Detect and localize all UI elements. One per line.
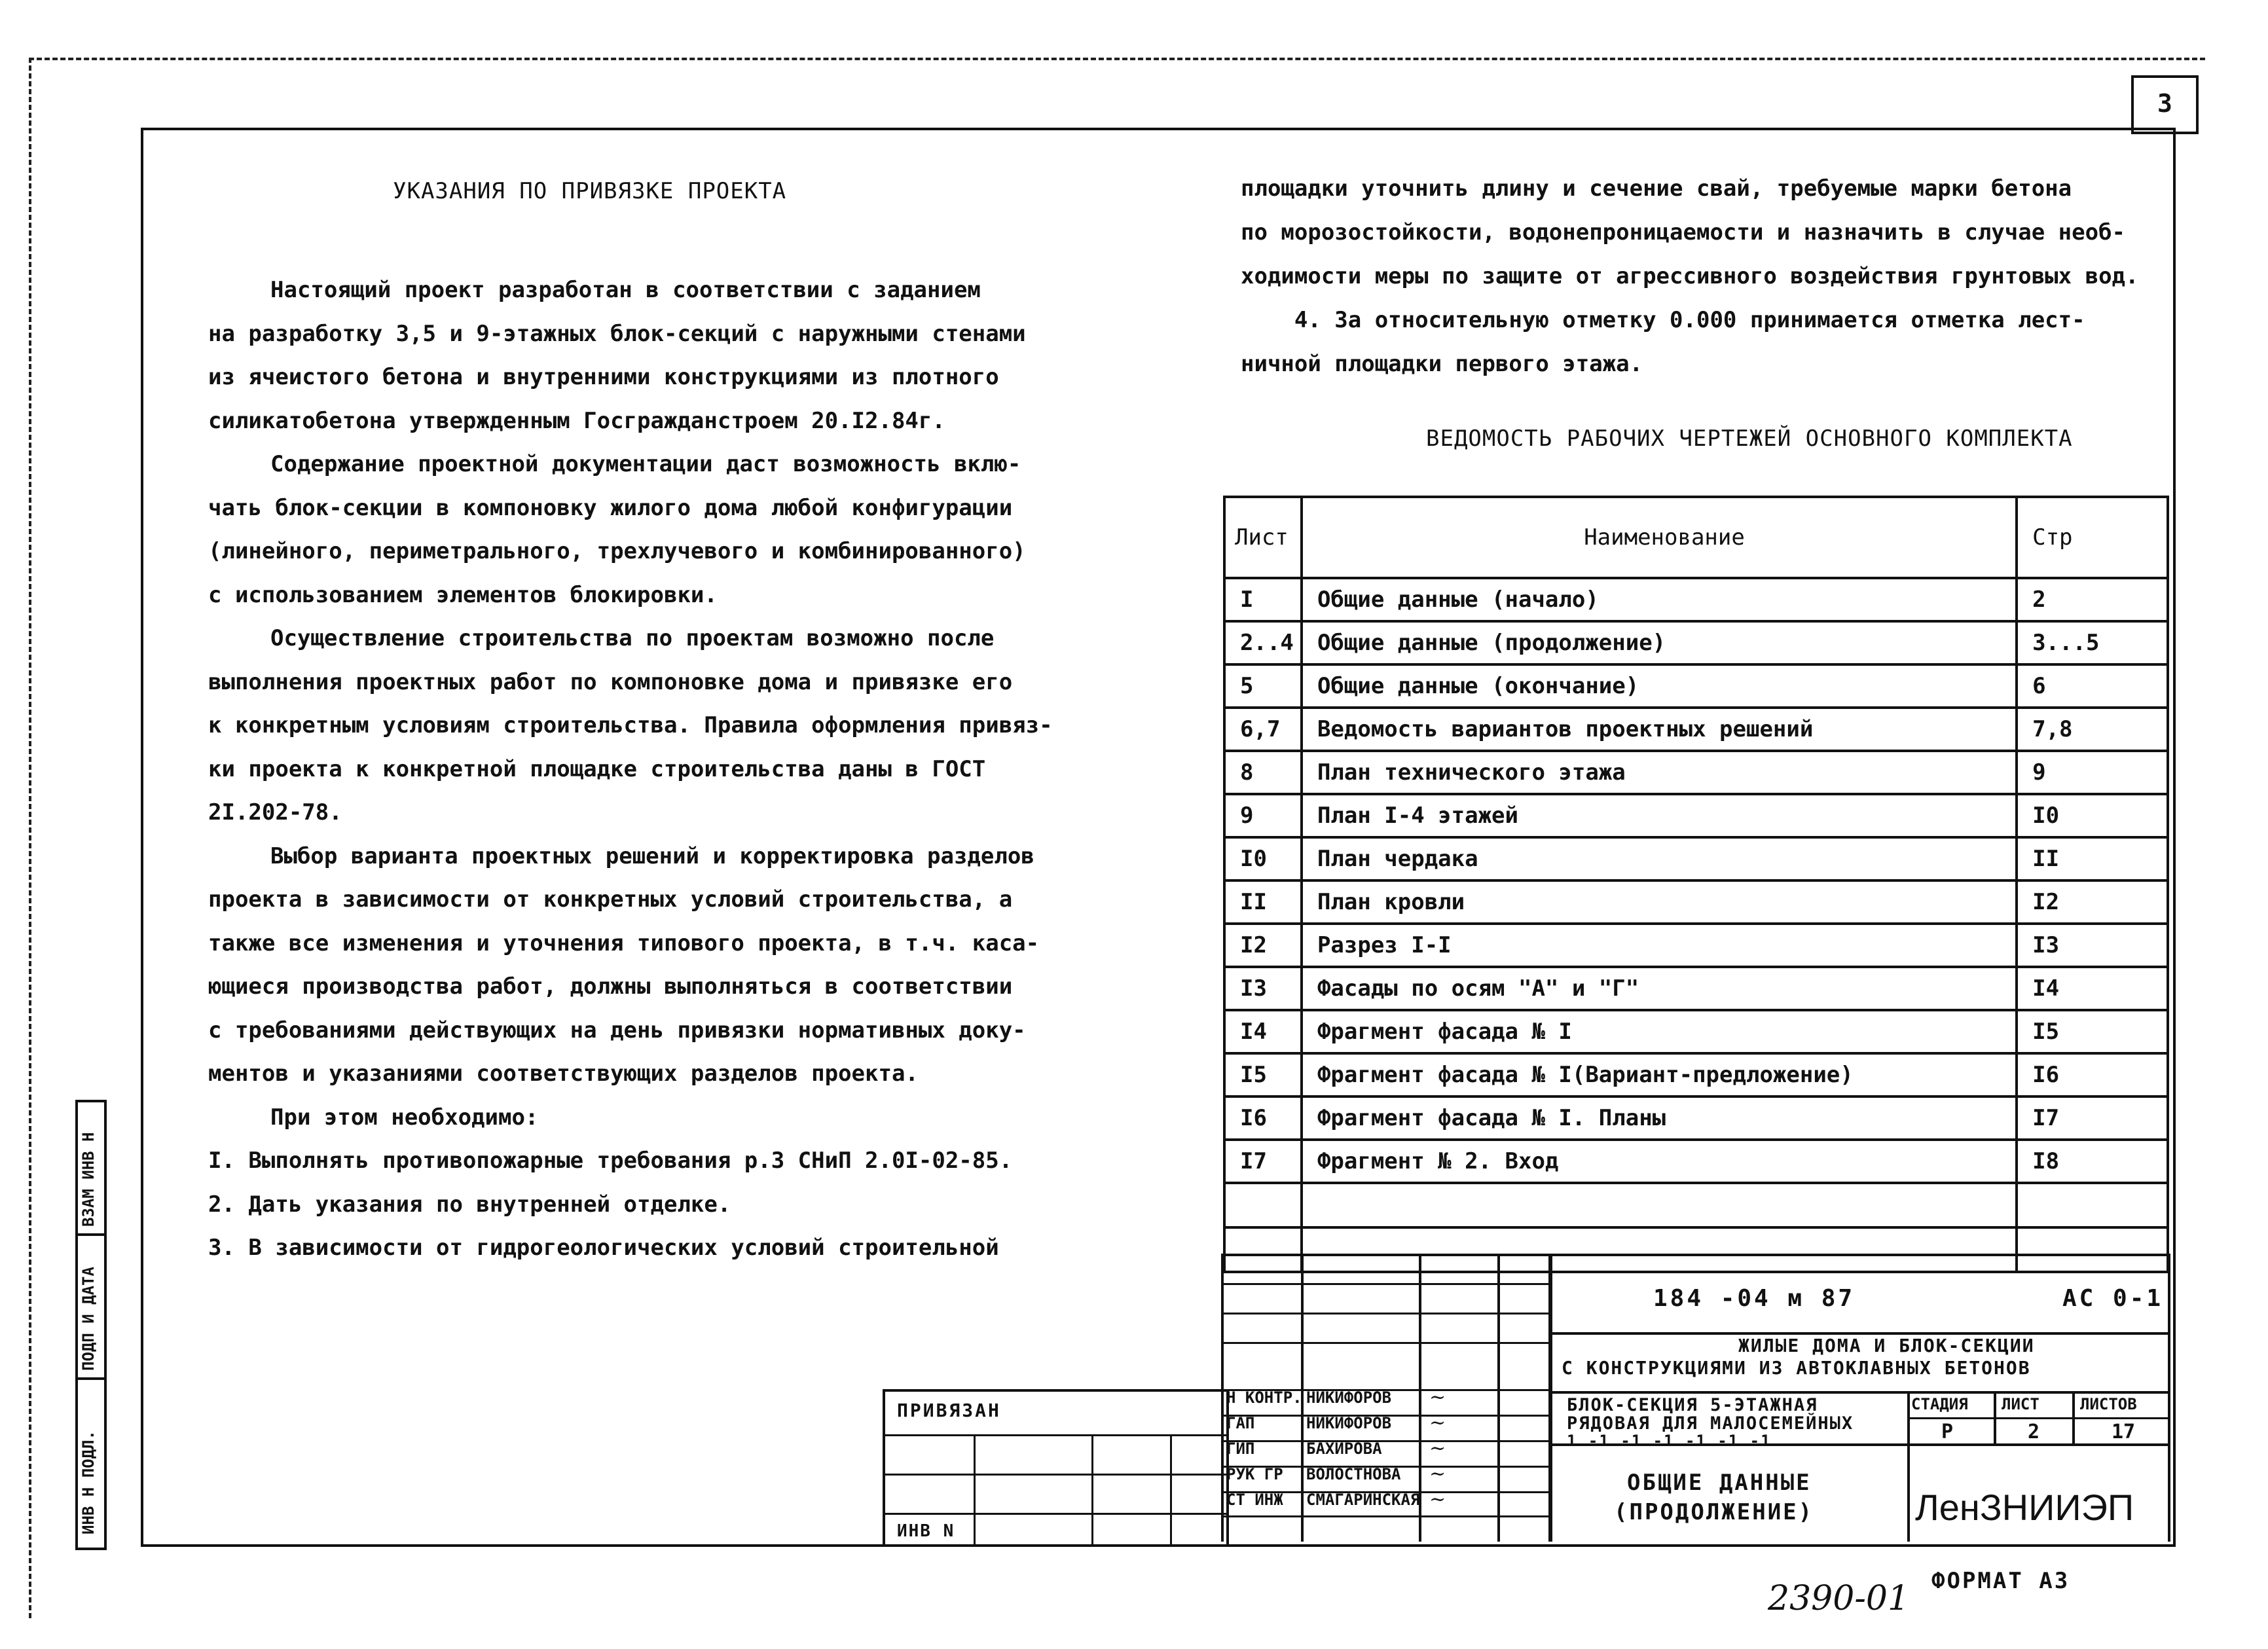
- doc-code: АС 0-1: [2062, 1285, 2164, 1312]
- name-cell: Фрагмент фасада № I. Планы: [1302, 1096, 2017, 1140]
- table-row: [1224, 621, 2168, 664]
- title-block: [1221, 1254, 2170, 1542]
- handwritten-code: 2390-01: [1768, 1579, 1910, 1618]
- format-label: ФОРМАТ А3: [1931, 1568, 2070, 1594]
- right-column-line: ходимости меры по защите от агрессивного воздействия грунтовых вод.: [1241, 263, 2139, 289]
- sheets-value: 17: [2112, 1421, 2136, 1443]
- empty-cell: [1224, 1183, 1302, 1227]
- sheet-cell: I4: [1224, 1010, 1302, 1053]
- name-cell: План технического этажа: [1302, 751, 2017, 794]
- right-column-line: по морозостойкости, водонепроницаемости и назначить в случае необ-: [1241, 219, 2126, 245]
- numbered-item: 2. Дать указания по внутренней отделке.: [208, 1191, 731, 1218]
- sheet-cell: I7: [1224, 1140, 1302, 1183]
- section-desc-3: 1 -1 -1 -1 -1 -1 -1: [1567, 1432, 1772, 1450]
- paragraph-line: проекта в зависимости от конкретных условий строительства, а: [208, 886, 1013, 913]
- signature-mark: ~: [1429, 1386, 1446, 1409]
- paragraph-line: выполнения проектных работ по компоновке дома и привязке его: [208, 668, 1013, 695]
- paragraph-line: ющиеся производства работ, должны выполняться в соответствии: [208, 973, 1013, 1000]
- page-heading: УКАЗАНИЯ ПО ПРИВЯЗКЕ ПРОЕКТА: [393, 178, 787, 204]
- table-row: [1224, 837, 2168, 880]
- page-cell: I3: [2017, 924, 2168, 967]
- name-cell: Фрагмент фасада № I(Вариант-предложение): [1302, 1053, 2017, 1096]
- right-column-line: площадки уточнить длину и сечение свай, требуемые марки бетона: [1241, 175, 2072, 202]
- paragraph-line: 2I.202-78.: [208, 799, 342, 825]
- paragraph-line: Содержание проектной документации даст возможность вклю-: [270, 451, 1021, 477]
- sheets-label: ЛИСТОВ: [2080, 1395, 2137, 1413]
- right-column-line: 4. За относительную отметку 0.000 принимается отметка лест-: [1241, 307, 2085, 333]
- doc-name-2: (ПРОДОЛЖЕНИЕ): [1614, 1499, 1814, 1525]
- side-stamp: [75, 1100, 107, 1550]
- empty-cell: [1302, 1183, 2017, 1227]
- role-person: НИКИФОРОВ: [1306, 1414, 1392, 1432]
- sheet-cell: II: [1224, 880, 1302, 924]
- role-person: СМАГАРИНСКАЯ: [1306, 1491, 1420, 1509]
- paragraph-line: Настоящий проект разработан в соответствии с заданием: [270, 277, 981, 303]
- name-cell: Фасады по осям "А" и "Г": [1302, 967, 2017, 1010]
- role-label: Н КОНТР.: [1226, 1388, 1302, 1407]
- sheet-cell: I6: [1224, 1096, 1302, 1140]
- right-column-line: ничной площадки первого этажа.: [1241, 351, 1643, 377]
- page-cell: I5: [2017, 1010, 2168, 1053]
- page-cell: I0: [2017, 794, 2168, 837]
- stage-label: СТАДИЯ: [1911, 1395, 1968, 1413]
- page-cell: I2: [2017, 880, 2168, 924]
- table-row: [1224, 1010, 2168, 1053]
- signature-mark: ~: [1429, 1411, 1446, 1434]
- sheet-cell: I0: [1224, 837, 1302, 880]
- side-stamp-replace: ВЗАМ ИНВ Н: [79, 1132, 98, 1227]
- col-header-sheet: Лист: [1224, 497, 1302, 578]
- page-cell: I7: [2017, 1096, 2168, 1140]
- register-table: [1223, 496, 2169, 1273]
- table-row-blank: [1224, 1183, 2168, 1227]
- register-title: ВЕДОМОСТЬ РАБОЧИХ ЧЕРТЕЖЕЙ ОСНОВНОГО КОМПЛЕКТА: [1426, 426, 2073, 452]
- inv-label: ИНВ N: [897, 1521, 955, 1541]
- name-cell: Общие данные (окончание): [1302, 664, 2017, 708]
- numbered-item: I. Выполнять противопожарные требования р.3 СНиП 2.0I-02-85.: [208, 1148, 1013, 1174]
- side-stamp-inv: ИНВ Н ПОДЛ.: [79, 1430, 98, 1534]
- paragraph-line: (линейного, периметрального, трехлучевого и комбинированного): [208, 538, 1026, 564]
- sheet-cell: I: [1224, 578, 1302, 621]
- table-row: [1224, 751, 2168, 794]
- doc-name-1: ОБЩИЕ ДАННЫЕ: [1627, 1470, 1812, 1496]
- section-desc-2: РЯДОВАЯ ДЛЯ МАЛОСЕМЕЙНЫХ: [1567, 1413, 1854, 1434]
- binding-block: [883, 1389, 1229, 1547]
- page-cell: 3...5: [2017, 621, 2168, 664]
- sheet-cell: 5: [1224, 664, 1302, 708]
- name-cell: План чердака: [1302, 837, 2017, 880]
- paragraph-line: с требованиями действующих на день привязки нормативных доку-: [208, 1017, 1026, 1043]
- sheet-cell: 8: [1224, 751, 1302, 794]
- sheet-cell: I3: [1224, 967, 1302, 1010]
- table-row: [1224, 924, 2168, 967]
- col-header-page: Стр: [2017, 497, 2168, 578]
- page-cell: 7,8: [2017, 708, 2168, 751]
- role-person: ВОЛОСТНОВА: [1306, 1465, 1401, 1483]
- sheet-label: ЛИСТ: [2002, 1395, 2039, 1413]
- name-cell: Разрез I-I: [1302, 924, 2017, 967]
- role-label: РУК ГР: [1226, 1465, 1283, 1483]
- sheet-cell: 2..4: [1224, 621, 1302, 664]
- sheet-cell: 6,7: [1224, 708, 1302, 751]
- name-cell: Общие данные (продолжение): [1302, 621, 2017, 664]
- table-row: [1224, 1053, 2168, 1096]
- table-row: [1224, 708, 2168, 751]
- table-row: [1224, 1140, 2168, 1183]
- sheet-cell: I5: [1224, 1053, 1302, 1096]
- paragraph-line: Выбор варианта проектных решений и корректировка разделов: [270, 843, 1034, 869]
- sheet-cell: I2: [1224, 924, 1302, 967]
- organization-name: ЛенЗНИИЭП: [1915, 1487, 2134, 1528]
- role-label: ГИП: [1226, 1440, 1255, 1458]
- page-cell: I8: [2017, 1140, 2168, 1183]
- left-column: [208, 268, 1053, 1270]
- paragraph-line: силикатобетона утвержденным Госгражданстроем 20.I2.84г.: [208, 407, 945, 434]
- section-desc-1: БЛОК-СЕКЦИЯ 5-ЭТАЖНАЯ: [1567, 1395, 1818, 1415]
- name-cell: План кровли: [1302, 880, 2017, 924]
- name-cell: Общие данные (начало): [1302, 578, 2017, 621]
- name-cell: Ведомость вариантов проектных решений: [1302, 708, 2017, 751]
- side-stamp-sign: ПОДП И ДАТА: [79, 1267, 98, 1371]
- page-cell: 2: [2017, 578, 2168, 621]
- table-row: [1224, 967, 2168, 1010]
- paragraph-line: Осуществление строительства по проектам возможно после: [270, 625, 995, 651]
- signature-mark: ~: [1429, 1488, 1446, 1511]
- col-header-name: Наименование: [1302, 497, 2017, 578]
- paragraph-line: на разработку 3,5 и 9-этажных блок-секций с наружными стенами: [208, 320, 1026, 347]
- paragraph-line: также все изменения и уточнения типового проекта, в т.ч. каса-: [208, 930, 1040, 956]
- project-code: 184 -04 м 87: [1653, 1285, 1856, 1312]
- sheet-cell: 9: [1224, 794, 1302, 837]
- table-row: [1224, 880, 2168, 924]
- bound-label: ПРИВЯЗАН: [897, 1400, 1001, 1421]
- signature-mark: ~: [1429, 1437, 1446, 1460]
- role-person: БАХИРОВА: [1306, 1440, 1382, 1458]
- right-column: [1241, 167, 2138, 386]
- table-row: [1224, 794, 2168, 837]
- page-cell: I4: [2017, 967, 2168, 1010]
- table-row: [1224, 1096, 2168, 1140]
- name-cell: План I-4 этажей: [1302, 794, 2017, 837]
- page-cell: I6: [2017, 1053, 2168, 1096]
- name-cell: Фрагмент № 2. Вход: [1302, 1140, 2017, 1183]
- empty-cell: [2017, 1183, 2168, 1227]
- role-person: НИКИФОРОВ: [1306, 1388, 1392, 1407]
- table-row: [1224, 578, 2168, 621]
- paragraph-line: чать блок-секции в компоновку жилого дома любой конфигурации: [208, 494, 1013, 521]
- paragraph-line: к конкретным условиям строительства. Правила оформления привяз-: [208, 712, 1053, 738]
- paragraph-line: из ячеистого бетона и внутренними конструкциями из плотного: [208, 364, 999, 390]
- signature-mark: ~: [1429, 1462, 1446, 1485]
- table-row: [1224, 664, 2168, 708]
- sheet-number: 3: [2131, 75, 2199, 134]
- paragraph-line: ментов и указаниями соответствующих разделов проекта.: [208, 1060, 919, 1087]
- stage-value: Р: [1941, 1421, 1954, 1443]
- name-cell: Фрагмент фасада № I: [1302, 1010, 2017, 1053]
- page-cell: II: [2017, 837, 2168, 880]
- role-label: ГАП: [1226, 1414, 1255, 1432]
- paragraph-line: При этом необходимо:: [270, 1104, 539, 1131]
- sheet-value: 2: [2028, 1421, 2040, 1443]
- project-title-2: С КОНСТРУКЦИЯМИ ИЗ АВТОКЛАВНЫХ БЕТОНОВ: [1562, 1357, 2031, 1379]
- role-label: СТ ИНЖ: [1226, 1491, 1283, 1509]
- numbered-item: 3. В зависимости от гидрогеологических условий строительной: [208, 1235, 999, 1261]
- paragraph-line: с использованием элементов блокировки.: [208, 581, 718, 608]
- page-cell: 9: [2017, 751, 2168, 794]
- project-title-1: ЖИЛЫЕ ДОМА И БЛОК-СЕКЦИИ: [1738, 1335, 2035, 1356]
- page-cell: 6: [2017, 664, 2168, 708]
- paragraph-line: ки проекта к конкретной площадке строительства даны в ГОСТ: [208, 755, 986, 782]
